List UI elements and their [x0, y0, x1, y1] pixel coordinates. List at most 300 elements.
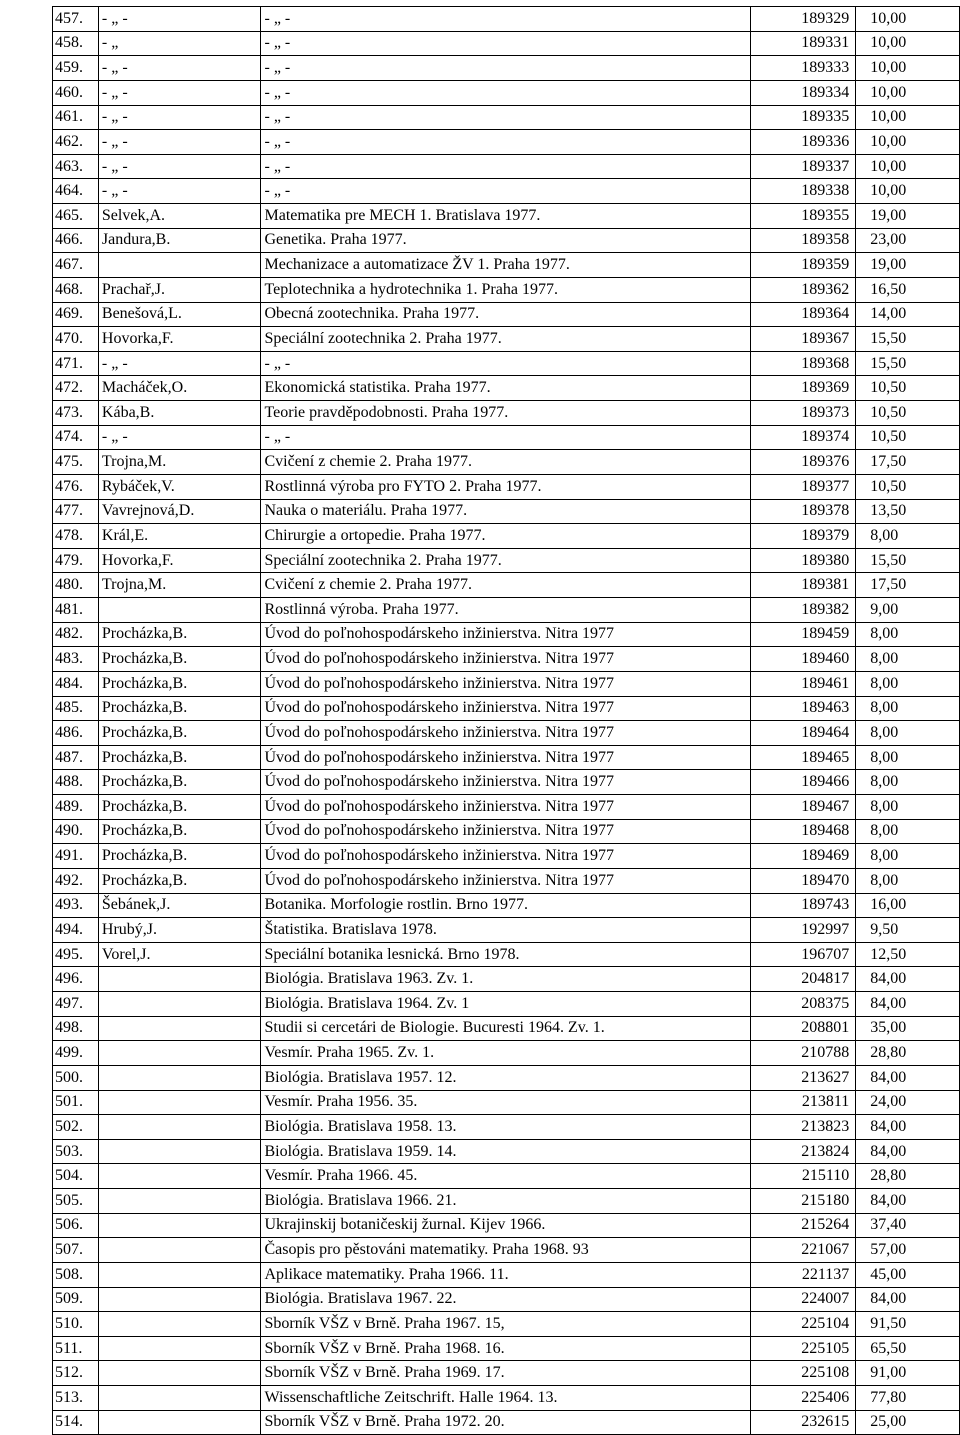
- title-cell: Rostlinná výroba. Praha 1977.: [261, 598, 750, 623]
- table-row: [53, 721, 960, 746]
- title-cell: Speciální zootechnika 2. Praha 1977.: [261, 548, 750, 573]
- inventory-number-cell: 189377: [750, 474, 856, 499]
- title-cell: Studii si cercetári de Biologie. Bucuresti 1964. Zv. 1.: [261, 1016, 750, 1041]
- row-number: 483.: [53, 647, 99, 672]
- table-row: [53, 56, 960, 81]
- author-cell: - „ -: [98, 425, 261, 450]
- table-row: [53, 277, 960, 302]
- price-cell: 8,00: [856, 647, 960, 672]
- row-number: 495.: [53, 942, 99, 967]
- inventory-number-cell: 189470: [750, 868, 856, 893]
- title-cell: - „ -: [261, 31, 750, 56]
- title-cell: Speciální zootechnika 2. Praha 1977.: [261, 327, 750, 352]
- price-cell: 16,00: [856, 893, 960, 918]
- inventory-table: [52, 6, 960, 1435]
- title-cell: Vesmír. Praha 1956. 35.: [261, 1090, 750, 1115]
- title-cell: Speciální botanika lesnická. Brno 1978.: [261, 942, 750, 967]
- title-cell: Úvod do poľnohospodárskeho inžinierstva. Nitra 1977: [261, 696, 750, 721]
- author-cell: - „ -: [98, 179, 261, 204]
- price-cell: 45,00: [856, 1262, 960, 1287]
- table-row: [53, 942, 960, 967]
- price-cell: 10,50: [856, 401, 960, 426]
- price-cell: 8,00: [856, 868, 960, 893]
- author-cell: [98, 1262, 261, 1287]
- row-number: 473.: [53, 401, 99, 426]
- inventory-table-body: [53, 7, 960, 1435]
- author-cell: - „ -: [98, 351, 261, 376]
- price-cell: 10,00: [856, 80, 960, 105]
- row-number: 496.: [53, 967, 99, 992]
- row-number: 489.: [53, 795, 99, 820]
- inventory-number-cell: 189334: [750, 80, 856, 105]
- table-row: [53, 893, 960, 918]
- row-number: 463.: [53, 154, 99, 179]
- inventory-number-cell: 189466: [750, 770, 856, 795]
- price-cell: 8,00: [856, 671, 960, 696]
- inventory-number-cell: 189336: [750, 130, 856, 155]
- inventory-number-cell: 213823: [750, 1115, 856, 1140]
- table-row: [53, 918, 960, 943]
- inventory-number-cell: 189376: [750, 450, 856, 475]
- inventory-number-cell: 232615: [750, 1410, 856, 1435]
- table-row: [53, 745, 960, 770]
- row-number: 498.: [53, 1016, 99, 1041]
- table-row: [53, 524, 960, 549]
- author-cell: [98, 1016, 261, 1041]
- price-cell: 10,50: [856, 376, 960, 401]
- table-row: [53, 1410, 960, 1435]
- table-row: [53, 622, 960, 647]
- table-row: [53, 499, 960, 524]
- row-number: 468.: [53, 277, 99, 302]
- price-cell: 84,00: [856, 1115, 960, 1140]
- author-cell: Hovorka,F.: [98, 327, 261, 352]
- title-cell: Aplikace matematiky. Praha 1966. 11.: [261, 1262, 750, 1287]
- title-cell: Teorie pravděpodobnosti. Praha 1977.: [261, 401, 750, 426]
- inventory-number-cell: 196707: [750, 942, 856, 967]
- author-cell: [98, 1041, 261, 1066]
- row-number: 512.: [53, 1361, 99, 1386]
- author-cell: - „ -: [98, 105, 261, 130]
- price-cell: 28,80: [856, 1164, 960, 1189]
- table-row: [53, 548, 960, 573]
- inventory-number-cell: 189373: [750, 401, 856, 426]
- inventory-number-cell: 189362: [750, 277, 856, 302]
- price-cell: 37,40: [856, 1213, 960, 1238]
- table-row: [53, 795, 960, 820]
- title-cell: Genetika. Praha 1977.: [261, 228, 750, 253]
- inventory-number-cell: 208375: [750, 992, 856, 1017]
- table-row: [53, 425, 960, 450]
- price-cell: 10,00: [856, 154, 960, 179]
- row-number: 477.: [53, 499, 99, 524]
- inventory-number-cell: 192997: [750, 918, 856, 943]
- row-number: 458.: [53, 31, 99, 56]
- price-cell: 9,50: [856, 918, 960, 943]
- author-cell: Procházka,B.: [98, 622, 261, 647]
- table-row: [53, 1090, 960, 1115]
- title-cell: - „ -: [261, 7, 750, 32]
- row-number: 490.: [53, 819, 99, 844]
- inventory-number-cell: 225104: [750, 1312, 856, 1337]
- inventory-number-cell: 189463: [750, 696, 856, 721]
- author-cell: Selvek,A.: [98, 204, 261, 229]
- price-cell: 10,00: [856, 7, 960, 32]
- row-number: 497.: [53, 992, 99, 1017]
- inventory-number-cell: 213811: [750, 1090, 856, 1115]
- title-cell: - „ -: [261, 105, 750, 130]
- inventory-number-cell: 189380: [750, 548, 856, 573]
- title-cell: Biológia. Bratislava 1959. 14.: [261, 1139, 750, 1164]
- table-row: [53, 7, 960, 32]
- title-cell: Biológia. Bratislava 1966. 21.: [261, 1189, 750, 1214]
- inventory-number-cell: 189331: [750, 31, 856, 56]
- row-number: 461.: [53, 105, 99, 130]
- row-number: 502.: [53, 1115, 99, 1140]
- table-row: [53, 1164, 960, 1189]
- table-row: [53, 868, 960, 893]
- price-cell: 8,00: [856, 745, 960, 770]
- row-number: 457.: [53, 7, 99, 32]
- price-cell: 13,50: [856, 499, 960, 524]
- title-cell: Úvod do poľnohospodárskeho inžinierstva. Nitra 1977: [261, 795, 750, 820]
- author-cell: Prachař,J.: [98, 277, 261, 302]
- inventory-number-cell: 221137: [750, 1262, 856, 1287]
- table-row: [53, 327, 960, 352]
- table-row: [53, 1115, 960, 1140]
- author-cell: [98, 1164, 261, 1189]
- author-cell: [98, 1213, 261, 1238]
- author-cell: Procházka,B.: [98, 770, 261, 795]
- inventory-number-cell: 189367: [750, 327, 856, 352]
- author-cell: [98, 967, 261, 992]
- row-number: 491.: [53, 844, 99, 869]
- inventory-number-cell: 189465: [750, 745, 856, 770]
- table-row: [53, 401, 960, 426]
- price-cell: 35,00: [856, 1016, 960, 1041]
- price-cell: 10,50: [856, 425, 960, 450]
- row-number: 478.: [53, 524, 99, 549]
- price-cell: 15,50: [856, 351, 960, 376]
- inventory-number-cell: 215110: [750, 1164, 856, 1189]
- table-row: [53, 819, 960, 844]
- price-cell: 84,00: [856, 992, 960, 1017]
- title-cell: Úvod do poľnohospodárskeho inžinierstva. Nitra 1977: [261, 622, 750, 647]
- price-cell: 17,50: [856, 573, 960, 598]
- author-cell: Král,E.: [98, 524, 261, 549]
- author-cell: Procházka,B.: [98, 868, 261, 893]
- author-cell: Hovorka,F.: [98, 548, 261, 573]
- title-cell: Biológia. Bratislava 1964. Zv. 1: [261, 992, 750, 1017]
- inventory-number-cell: 208801: [750, 1016, 856, 1041]
- row-number: 465.: [53, 204, 99, 229]
- price-cell: 10,00: [856, 31, 960, 56]
- price-cell: 8,00: [856, 770, 960, 795]
- inventory-number-cell: 189374: [750, 425, 856, 450]
- row-number: 464.: [53, 179, 99, 204]
- row-number: 470.: [53, 327, 99, 352]
- table-row: [53, 204, 960, 229]
- inventory-number-cell: 189381: [750, 573, 856, 598]
- price-cell: 84,00: [856, 1139, 960, 1164]
- inventory-number-cell: 189333: [750, 56, 856, 81]
- price-cell: 23,00: [856, 228, 960, 253]
- title-cell: Vesmír. Praha 1965. Zv. 1.: [261, 1041, 750, 1066]
- title-cell: Úvod do poľnohospodárskeho inžinierstva. Nitra 1977: [261, 819, 750, 844]
- author-cell: - „ -: [98, 56, 261, 81]
- inventory-number-cell: 189369: [750, 376, 856, 401]
- inventory-number-cell: 189379: [750, 524, 856, 549]
- table-row: [53, 1361, 960, 1386]
- row-number: 460.: [53, 80, 99, 105]
- table-row: [53, 450, 960, 475]
- table-row: [53, 253, 960, 278]
- author-cell: Procházka,B.: [98, 696, 261, 721]
- table-row: [53, 1189, 960, 1214]
- inventory-number-cell: 189358: [750, 228, 856, 253]
- table-row: [53, 573, 960, 598]
- row-number: 459.: [53, 56, 99, 81]
- price-cell: 84,00: [856, 1189, 960, 1214]
- row-number: 479.: [53, 548, 99, 573]
- price-cell: 77,80: [856, 1386, 960, 1411]
- inventory-number-cell: 204817: [750, 967, 856, 992]
- table-row: [53, 80, 960, 105]
- title-cell: Vesmír. Praha 1966. 45.: [261, 1164, 750, 1189]
- table-row: [53, 671, 960, 696]
- price-cell: 84,00: [856, 967, 960, 992]
- price-cell: 19,00: [856, 253, 960, 278]
- table-row: [53, 1386, 960, 1411]
- author-cell: [98, 1189, 261, 1214]
- price-cell: 10,00: [856, 105, 960, 130]
- title-cell: - „ -: [261, 56, 750, 81]
- inventory-number-cell: 213824: [750, 1139, 856, 1164]
- price-cell: 9,00: [856, 598, 960, 623]
- price-cell: 91,50: [856, 1312, 960, 1337]
- title-cell: - „ -: [261, 179, 750, 204]
- inventory-number-cell: 221067: [750, 1238, 856, 1263]
- row-number: 486.: [53, 721, 99, 746]
- price-cell: 10,50: [856, 474, 960, 499]
- author-cell: Procházka,B.: [98, 671, 261, 696]
- inventory-number-cell: 213627: [750, 1065, 856, 1090]
- table-row: [53, 1041, 960, 1066]
- price-cell: 8,00: [856, 524, 960, 549]
- row-number: 514.: [53, 1410, 99, 1435]
- table-row: [53, 105, 960, 130]
- author-cell: [98, 598, 261, 623]
- table-row: [53, 1065, 960, 1090]
- inventory-number-cell: 225406: [750, 1386, 856, 1411]
- author-cell: - „ -: [98, 80, 261, 105]
- title-cell: Botanika. Morfologie rostlin. Brno 1977.: [261, 893, 750, 918]
- inventory-number-cell: 189355: [750, 204, 856, 229]
- title-cell: Úvod do poľnohospodárskeho inžinierstva. Nitra 1977: [261, 844, 750, 869]
- author-cell: [98, 1090, 261, 1115]
- price-cell: 10,00: [856, 179, 960, 204]
- inventory-number-cell: 189337: [750, 154, 856, 179]
- table-row: [53, 844, 960, 869]
- inventory-number-cell: 189459: [750, 622, 856, 647]
- row-number: 494.: [53, 918, 99, 943]
- author-cell: [98, 1238, 261, 1263]
- inventory-number-cell: 215264: [750, 1213, 856, 1238]
- author-cell: [98, 1386, 261, 1411]
- title-cell: Sborník VŠZ v Brně. Praha 1967. 15,: [261, 1312, 750, 1337]
- table-row: [53, 967, 960, 992]
- inventory-number-cell: 189364: [750, 302, 856, 327]
- inventory-number-cell: 189464: [750, 721, 856, 746]
- table-row: [53, 598, 960, 623]
- row-number: 499.: [53, 1041, 99, 1066]
- table-row: [53, 179, 960, 204]
- price-cell: 8,00: [856, 844, 960, 869]
- inventory-number-cell: 189743: [750, 893, 856, 918]
- title-cell: Štatistika. Bratislava 1978.: [261, 918, 750, 943]
- price-cell: 84,00: [856, 1287, 960, 1312]
- row-number: 466.: [53, 228, 99, 253]
- author-cell: Procházka,B.: [98, 819, 261, 844]
- author-cell: [98, 1139, 261, 1164]
- price-cell: 91,00: [856, 1361, 960, 1386]
- row-number: 509.: [53, 1287, 99, 1312]
- row-number: 467.: [53, 253, 99, 278]
- title-cell: Ukrajinskij botaničeskij žurnal. Kijev 1966.: [261, 1213, 750, 1238]
- price-cell: 28,80: [856, 1041, 960, 1066]
- title-cell: Biológia. Bratislava 1958. 13.: [261, 1115, 750, 1140]
- title-cell: - „ -: [261, 351, 750, 376]
- table-row: [53, 130, 960, 155]
- row-number: 487.: [53, 745, 99, 770]
- row-number: 472.: [53, 376, 99, 401]
- row-number: 500.: [53, 1065, 99, 1090]
- author-cell: [98, 1312, 261, 1337]
- author-cell: - „ -: [98, 130, 261, 155]
- table-row: [53, 351, 960, 376]
- inventory-number-cell: 189378: [750, 499, 856, 524]
- author-cell: Procházka,B.: [98, 795, 261, 820]
- author-cell: Rybáček,V.: [98, 474, 261, 499]
- author-cell: Hrubý,J.: [98, 918, 261, 943]
- row-number: 511.: [53, 1336, 99, 1361]
- title-cell: Úvod do poľnohospodárskeho inžinierstva. Nitra 1977: [261, 721, 750, 746]
- author-cell: Benešová,L.: [98, 302, 261, 327]
- title-cell: Sborník VŠZ v Brně. Praha 1972. 20.: [261, 1410, 750, 1435]
- inventory-number-cell: 189468: [750, 819, 856, 844]
- price-cell: 14,00: [856, 302, 960, 327]
- table-row: [53, 1139, 960, 1164]
- table-row: [53, 154, 960, 179]
- inventory-number-cell: 225105: [750, 1336, 856, 1361]
- author-cell: Vorel,J.: [98, 942, 261, 967]
- title-cell: Cvičení z chemie 2. Praha 1977.: [261, 573, 750, 598]
- author-cell: - „ -: [98, 7, 261, 32]
- author-cell: Vavrejnová,D.: [98, 499, 261, 524]
- author-cell: Procházka,B.: [98, 647, 261, 672]
- inventory-number-cell: 189467: [750, 795, 856, 820]
- inventory-number-cell: 189461: [750, 671, 856, 696]
- row-number: 476.: [53, 474, 99, 499]
- inventory-number-cell: 224007: [750, 1287, 856, 1312]
- inventory-number-cell: 189338: [750, 179, 856, 204]
- title-cell: - „ -: [261, 154, 750, 179]
- price-cell: 8,00: [856, 819, 960, 844]
- title-cell: Úvod do poľnohospodárskeho inžinierstva. Nitra 1977: [261, 868, 750, 893]
- author-cell: [98, 253, 261, 278]
- row-number: 474.: [53, 425, 99, 450]
- row-number: 506.: [53, 1213, 99, 1238]
- price-cell: 8,00: [856, 622, 960, 647]
- title-cell: Ekonomická statistika. Praha 1977.: [261, 376, 750, 401]
- row-number: 481.: [53, 598, 99, 623]
- title-cell: Nauka o materiálu. Praha 1977.: [261, 499, 750, 524]
- author-cell: [98, 1410, 261, 1435]
- row-number: 485.: [53, 696, 99, 721]
- title-cell: Sborník VŠZ v Brně. Praha 1969. 17.: [261, 1361, 750, 1386]
- price-cell: 65,50: [856, 1336, 960, 1361]
- price-cell: 57,00: [856, 1238, 960, 1263]
- table-row: [53, 696, 960, 721]
- author-cell: Kába,B.: [98, 401, 261, 426]
- author-cell: Šebánek,J.: [98, 893, 261, 918]
- inventory-number-cell: 189335: [750, 105, 856, 130]
- table-row: [53, 376, 960, 401]
- title-cell: Biológia. Bratislava 1957. 12.: [261, 1065, 750, 1090]
- title-cell: Biológia. Bratislava 1967. 22.: [261, 1287, 750, 1312]
- title-cell: Chirurgie a ortopedie. Praha 1977.: [261, 524, 750, 549]
- table-row: [53, 647, 960, 672]
- author-cell: Jandura,B.: [98, 228, 261, 253]
- row-number: 480.: [53, 573, 99, 598]
- row-number: 475.: [53, 450, 99, 475]
- inventory-number-cell: 189460: [750, 647, 856, 672]
- inventory-number-cell: 189469: [750, 844, 856, 869]
- title-cell: Úvod do poľnohospodárskeho inžinierstva. Nitra 1977: [261, 647, 750, 672]
- table-row: [53, 1213, 960, 1238]
- author-cell: [98, 992, 261, 1017]
- price-cell: 24,00: [856, 1090, 960, 1115]
- title-cell: Cvičení z chemie 2. Praha 1977.: [261, 450, 750, 475]
- row-number: 488.: [53, 770, 99, 795]
- table-row: [53, 474, 960, 499]
- title-cell: Úvod do poľnohospodárskeho inžinierstva. Nitra 1977: [261, 671, 750, 696]
- author-cell: [98, 1287, 261, 1312]
- inventory-number-cell: 215180: [750, 1189, 856, 1214]
- price-cell: 10,00: [856, 56, 960, 81]
- table-row: [53, 228, 960, 253]
- author-cell: Procházka,B.: [98, 745, 261, 770]
- row-number: 503.: [53, 1139, 99, 1164]
- price-cell: 12,50: [856, 942, 960, 967]
- inventory-number-cell: 210788: [750, 1041, 856, 1066]
- price-cell: 8,00: [856, 721, 960, 746]
- row-number: 462.: [53, 130, 99, 155]
- title-cell: Úvod do poľnohospodárskeho inžinierstva. Nitra 1977: [261, 745, 750, 770]
- table-row: [53, 302, 960, 327]
- author-cell: Trojna,M.: [98, 450, 261, 475]
- price-cell: 16,50: [856, 277, 960, 302]
- title-cell: Wissenschaftliche Zeitschrift. Halle 1964. 13.: [261, 1386, 750, 1411]
- author-cell: Procházka,B.: [98, 721, 261, 746]
- table-row: [53, 1262, 960, 1287]
- table-row: [53, 770, 960, 795]
- row-number: 501.: [53, 1090, 99, 1115]
- inventory-number-cell: 189368: [750, 351, 856, 376]
- title-cell: Sborník VŠZ v Brně. Praha 1968. 16.: [261, 1336, 750, 1361]
- author-cell: [98, 1065, 261, 1090]
- author-cell: [98, 1115, 261, 1140]
